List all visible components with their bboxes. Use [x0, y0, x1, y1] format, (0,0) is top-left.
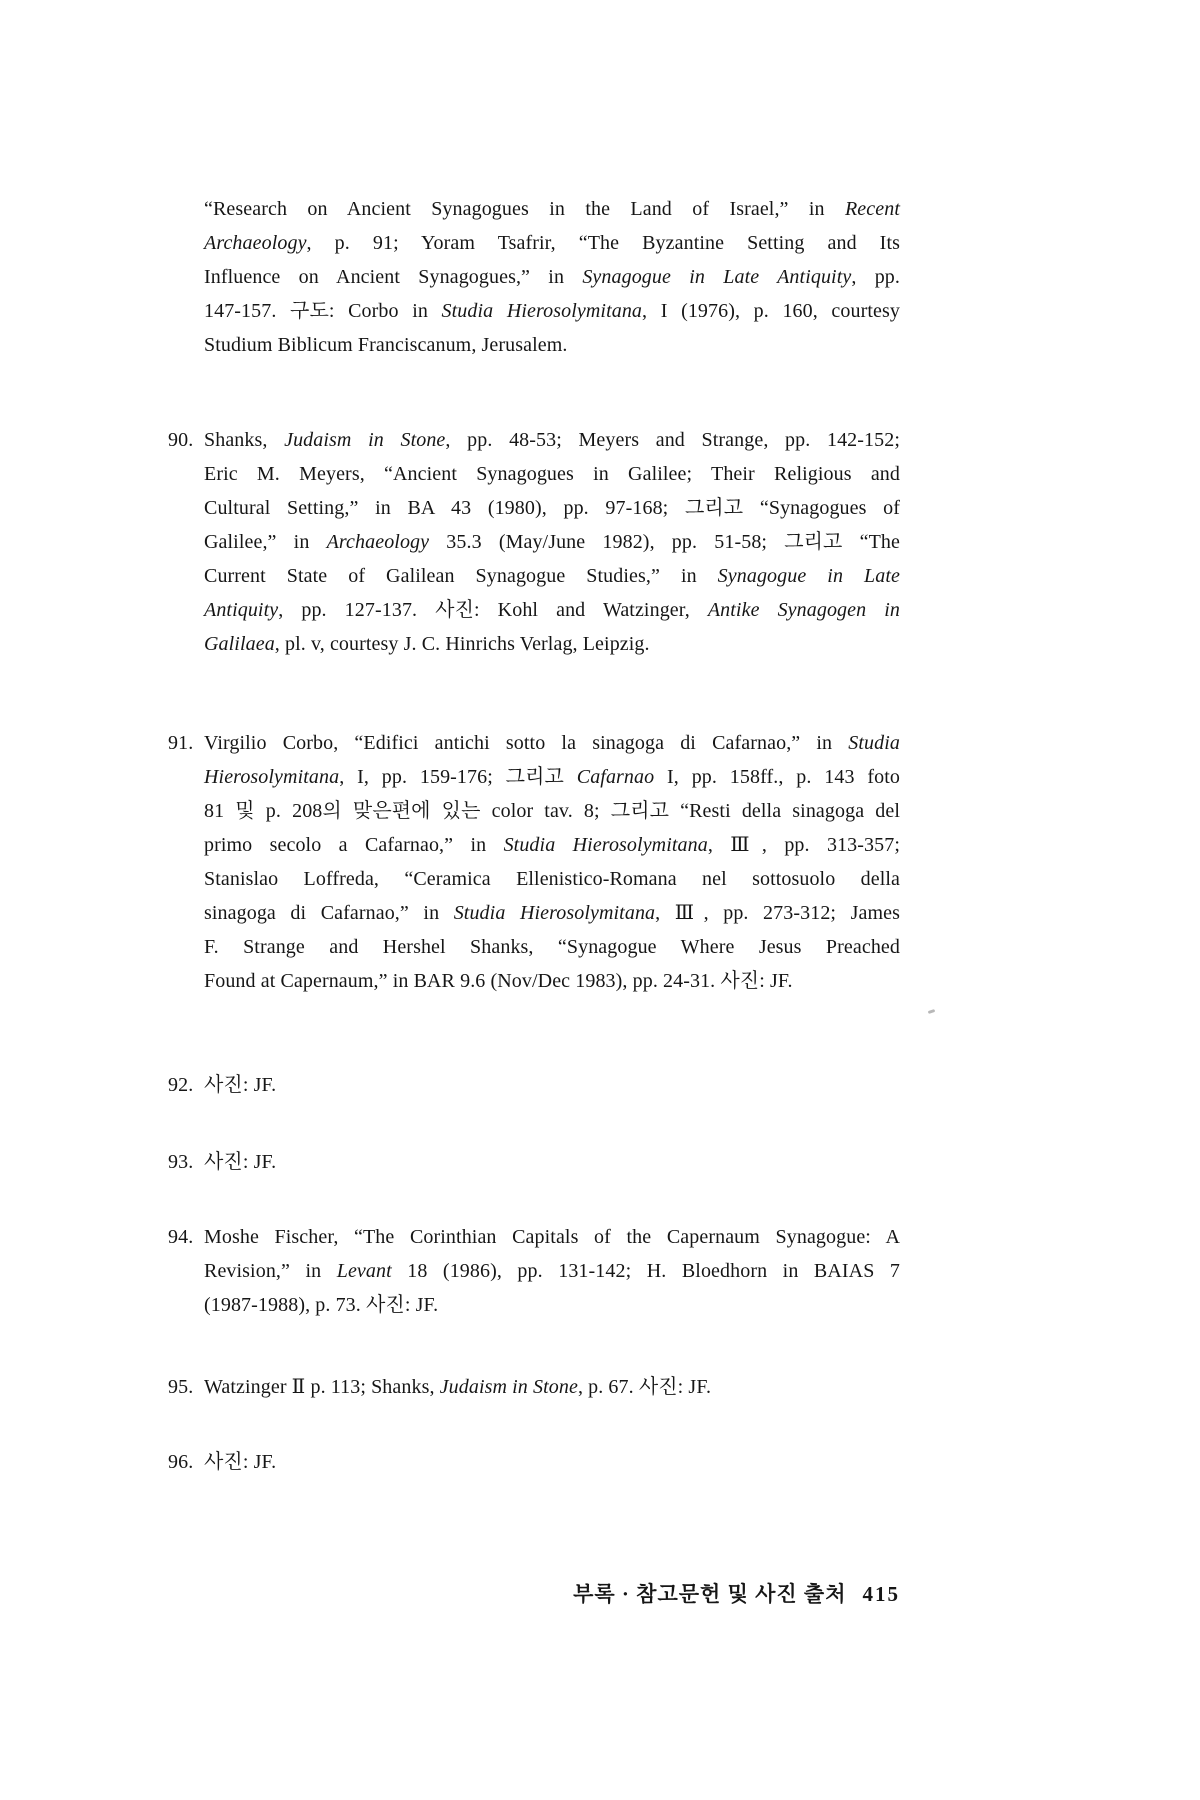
note-line: [204, 1145, 900, 1179]
note-text-segment: sinagoga di Cafarnao,” in: [204, 902, 454, 924]
note-text-segment: Current State of Galilean Synagogue Studies,” in: [204, 565, 718, 587]
note-line: [204, 1288, 900, 1322]
note-text-segment: 18 (1986), pp. 131-142; H. Bloedhorn in BAIAS 7: [391, 1260, 900, 1282]
note-text-segment: , I, pp. 159-176; 그리고: [339, 766, 577, 788]
note-item: [168, 726, 900, 998]
note-text-segment: Cultural Setting,” in BA 43 (1980), pp. 97-168; 그리고 “Synagogues of: [204, 497, 900, 519]
note-text-segment: Stanislao Loffreda, “Ceramica Ellenistico-Romana nel sottosuolo della: [204, 868, 900, 890]
note-text: [204, 1445, 900, 1479]
note-text-segment: 사진: JF.: [204, 1074, 277, 1096]
note-text-segment: Levant: [336, 1260, 392, 1282]
note-line: [204, 627, 900, 661]
note-text-segment: Watzinger Ⅱ p. 113; Shanks,: [204, 1376, 440, 1398]
note-text-segment: primo secolo a Cafarnao,” in: [204, 834, 504, 856]
note-line: [204, 896, 900, 930]
note-item: [168, 1145, 900, 1179]
note-line: [204, 559, 900, 593]
note-number: 96.: [168, 1451, 194, 1473]
note-text-segment: Archaeology: [204, 232, 307, 254]
note-number: 92.: [168, 1074, 194, 1096]
note-text-segment: Synagogue in Late Antiquity: [582, 266, 852, 288]
note-text-segment: 35.3 (May/June 1982), pp. 51-58; 그리고 “The: [429, 531, 900, 553]
note-number: 93.: [168, 1151, 194, 1173]
note-text-segment: Antiquity: [204, 599, 279, 621]
note-item: [168, 1068, 900, 1102]
note-line: [204, 760, 900, 794]
note-text-segment: , p. 67. 사진: JF.: [577, 1376, 712, 1398]
note-text-segment: Studia: [848, 732, 900, 754]
note-text-segment: (1987-1988), p. 73. 사진: JF.: [204, 1294, 439, 1316]
note-text-segment: Influence on Ancient Synagogues,” in: [204, 266, 583, 288]
note-item: [168, 1370, 900, 1404]
note-text-segment: 81 및 p. 208의 맞은편에 있는 color tav. 8; 그리고 “Resti della sinagoga del: [204, 800, 900, 822]
note-item: [168, 192, 900, 362]
note-text: [204, 1220, 900, 1322]
note-number: 90.: [168, 429, 194, 451]
note-line: [204, 294, 900, 328]
note-item: [168, 423, 900, 661]
note-text-segment: , pp. 127-137. 사진: Kohl and Watzinger,: [278, 599, 708, 621]
note-line: [204, 1068, 900, 1102]
note-line: [204, 423, 900, 457]
note-text-segment: , pp.: [851, 266, 901, 288]
footer: [168, 1578, 908, 1608]
note-line: [204, 1370, 900, 1404]
scan-artifact: [928, 1009, 936, 1014]
note-line: [204, 457, 900, 491]
note-line: [204, 828, 900, 862]
note-text-segment: “Research on Ancient Synagogues in the Land of Israel,” in: [204, 198, 845, 220]
note-line: [204, 226, 900, 260]
note-line: [204, 491, 900, 525]
footer-section-title: 부록 · 참고문헌 및 사진 출처: [573, 1582, 847, 1606]
note-text-segment: Judaism in Stone: [439, 1376, 578, 1398]
note-text: [204, 1145, 900, 1179]
note-line: [204, 525, 900, 559]
note-text-segment: , pl. v, courtesy J. C. Hinrichs Verlag, Leipzig.: [274, 633, 650, 655]
note-text-segment: F. Strange and Hershel Shanks, “Synagogue Where Jesus Preached: [204, 936, 900, 958]
note-text-segment: , pp. 48-53; Meyers and Strange, pp. 142-152;: [445, 429, 900, 451]
note-line: [204, 1445, 900, 1479]
note-text-segment: Shanks,: [204, 429, 285, 451]
note-line: [204, 930, 900, 964]
note-text-segment: Virgilio Corbo, “Edifici antichi sotto la sinagoga di Cafarnao,” in: [204, 732, 849, 754]
note-text-segment: Found at Capernaum,” in BAR 9.6 (Nov/Dec 1983), pp. 24-31. 사진: JF.: [204, 970, 793, 992]
note-number: 91.: [168, 732, 194, 754]
note-line: [204, 1254, 900, 1288]
note-text-segment: , p. 91; Yoram Tsafrir, “The Byzantine Setting and Its: [306, 232, 900, 254]
note-text-segment: 사진: JF.: [204, 1151, 277, 1173]
note-text-segment: Galilee,” in: [204, 531, 327, 553]
note-text: [204, 423, 900, 661]
note-text-segment: Revision,” in: [204, 1260, 337, 1282]
note-text: [204, 1068, 900, 1102]
note-text-segment: Hierosolymitana: [204, 766, 340, 788]
notes-list: [168, 192, 900, 1479]
note-text-segment: , Ⅲ, pp. 313-357;: [707, 834, 900, 856]
note-text-segment: Archaeology: [326, 531, 430, 553]
note-text-segment: , I (1976), p. 160, courtesy: [642, 300, 900, 322]
note-text-segment: I, pp. 158ff., p. 143 foto: [654, 766, 900, 788]
note-text-segment: Recent: [844, 198, 900, 220]
note-text-segment: Studia Hierosolymitana: [441, 300, 643, 322]
note-text-segment: Studia Hierosolymitana: [503, 834, 708, 856]
page-number: 415: [862, 1582, 900, 1606]
note-line: [204, 192, 900, 226]
note-number: 94.: [168, 1226, 194, 1248]
note-text-segment: 사진: JF.: [204, 1451, 277, 1473]
note-text-segment: Synagogue in Late: [717, 565, 900, 587]
note-text-segment: Moshe Fischer, “The Corinthian Capitals of the Capernaum Synagogue: A: [204, 1226, 900, 1248]
note-item: [168, 1445, 900, 1479]
note-line: [204, 726, 900, 760]
note-text-segment: Judaism in Stone: [284, 429, 446, 451]
note-text-segment: Cafarnao: [576, 766, 655, 788]
note-line: [204, 328, 900, 362]
note-text-segment: Eric M. Meyers, “Ancient Synagogues in Galilee; Their Religious and: [204, 463, 900, 485]
note-number: 95.: [168, 1376, 194, 1398]
note-item: [168, 1220, 900, 1322]
note-line: [204, 260, 900, 294]
note-text-segment: Galilaea: [204, 633, 275, 655]
note-text-segment: Studia Hierosolymitana: [453, 902, 656, 924]
note-text-segment: , Ⅲ, pp. 273-312; James: [655, 902, 900, 924]
note-line: [204, 794, 900, 828]
note-line: [204, 964, 900, 998]
note-text-segment: 147-157. 구도: Corbo in: [204, 300, 442, 322]
note-text: [204, 192, 900, 362]
note-text: [204, 1370, 900, 1404]
note-line: [204, 593, 900, 627]
note-text-segment: Antike Synagogen in: [707, 599, 901, 621]
note-line: [204, 1220, 900, 1254]
note-text-segment: Studium Biblicum Franciscanum, Jerusalem.: [204, 334, 568, 356]
note-text: [204, 726, 900, 998]
note-line: [204, 862, 900, 896]
